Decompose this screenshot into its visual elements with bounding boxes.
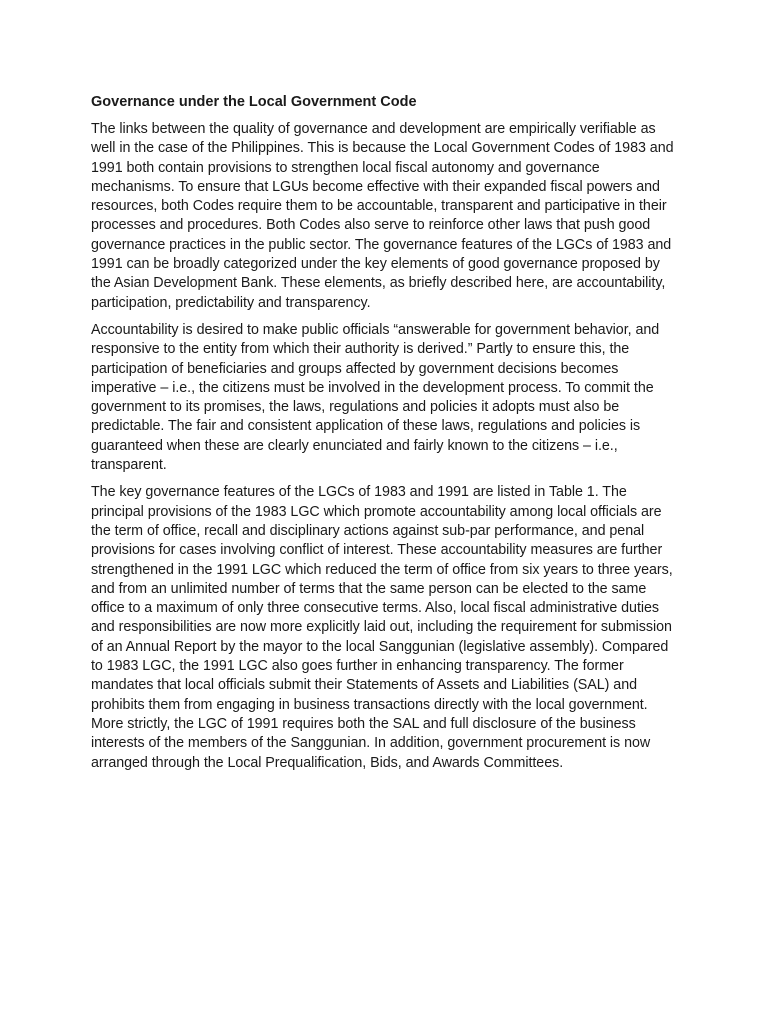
paragraph-2: Accountability is desired to make public officials “answerable for government behavior, and responsive to the entity from which their authority is derived.” Partly to ensure this, the participation of beneficiaries and groups affected by government decisions becomes imperative – i.e., the citizens must be involved in the development process. To commit the government to its promises, the laws, regulations and policies it adopts must also be predictable. The fair and consistent application of these laws, regulations and policies is guaranteed when these are clearly enunciated and fairly known to the citizens – i.e., transparent. xyxy=(91,321,660,474)
document-page xyxy=(91,93,681,781)
paragraph-3: The key governance features of the LGCs of 1983 and 1991 are listed in Table 1. The principal provisions of the 1983 LGC which promote accountability among local officials are the term of office, recall and disciplinary actions against sub-par performance, and penal provisions for cases involving conflict of interest. These accountability measures are further strengthened in the 1991 LGC which reduced the term of office from six years to three years, and from an unlimited number of terms that the same person can be elected to the same office to a maximum of only three consecutive terms. Also, local fiscal administrative duties and responsibilities are now more explicitly laid out, including the requirement for submission of an Annual Report by the mayor to the local Sanggunian (legislative assembly). Compared to 1983 LGC, the 1991 LGC also goes further in enhancing transparency. The former mandates that local officials submit their Statements of Assets and Liabilities (SAL) and prohibits them from engaging in business transactions directly with the local government. More strictly, the LGC of 1991 requires both the SAL and full disclosure of the business interests of the members of the Sanggunian. In addition, government procurement is now arranged through the Local Prequalification, Bids, and Awards Committees. xyxy=(91,484,673,771)
paragraph-1: The links between the quality of governance and development are empirically verifiable as well in the case of the Philippines. This is because the Local Government Codes of 1983 and 1991 both contain provisions to strengthen local fiscal autonomy and governance mechanisms. To ensure that LGUs become effective with their expanded fiscal powers and resources, both Codes require them to be accountable, transparent and participative in their processes and procedures. Both Codes also serve to reinforce other laws that push good governance practices in the public sector. The governance features of the LGCs of 1983 and 1991 can be broadly categorized under the key elements of good governance proposed by the Asian Development Bank. These elements, as briefly described here, are accountability, participation, predictability and transparency. xyxy=(91,121,674,311)
section-heading: Governance under the Local Government Code xyxy=(91,94,417,110)
